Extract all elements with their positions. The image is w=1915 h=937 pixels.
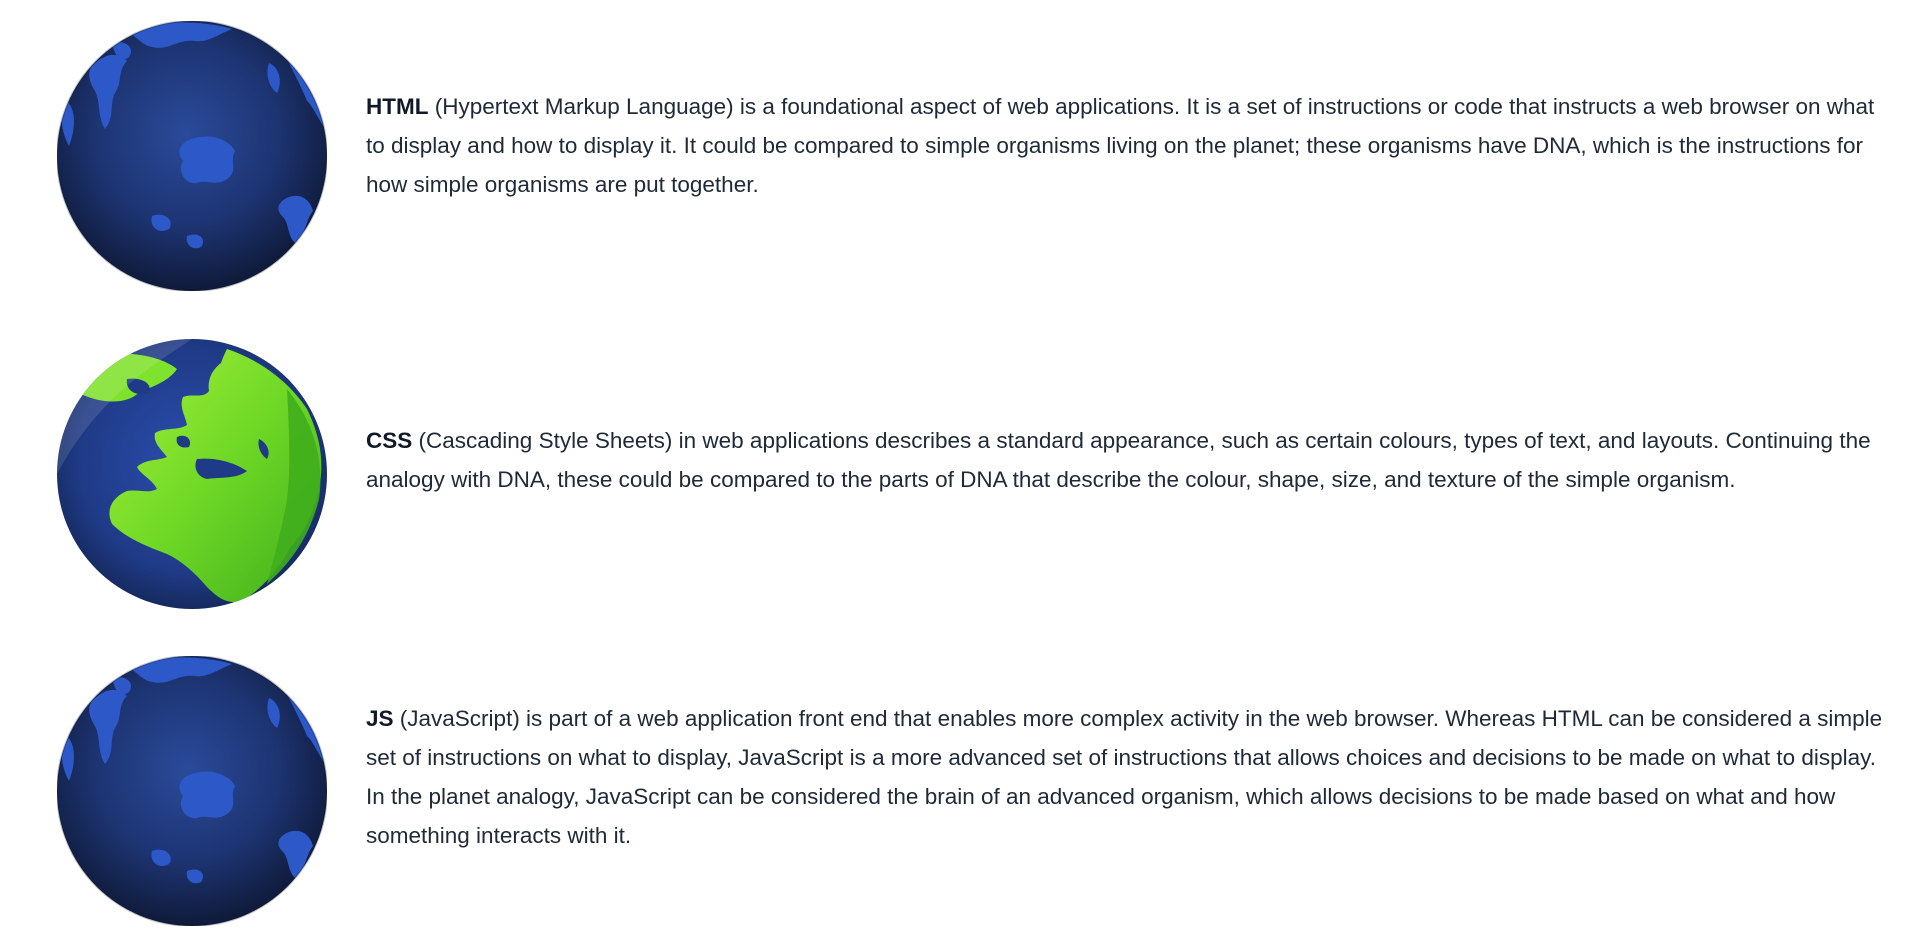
green-earth-globe-icon <box>57 339 327 609</box>
html-section <box>0 21 1915 291</box>
css-description-text: (Cascading Style Sheets) in web applications describes a standard appearance, such as certain colours, types of text, and layouts. Continuing the analogy with DNA, these could be compared to the parts of DNA that describe the colour, shape, size, and texture of the simple organism. <box>366 428 1871 492</box>
css-term: CSS <box>366 428 413 453</box>
dark-globe-icon <box>57 656 327 926</box>
dark-globe-icon <box>57 21 327 291</box>
html-term: HTML <box>366 94 429 119</box>
js-section <box>0 656 1915 926</box>
css-description <box>366 421 1892 499</box>
js-term: JS <box>366 706 394 731</box>
html-description <box>366 87 1892 204</box>
css-section <box>0 339 1915 609</box>
js-description-text: (JavaScript) is part of a web application front end that enables more complex activity in the web browser. Whereas HTML can be considered a simple set of instructions on what to display, JavaScript is a more advanced set of instructions that allows choices and decisions to be made on what to display. In the planet analogy, JavaScript can be considered the brain of an advanced organism, which allows decisions to be made based on what and how something interacts with it. <box>366 706 1883 848</box>
js-description <box>366 699 1892 855</box>
html-description-text: (Hypertext Markup Language) is a foundational aspect of web applications. It is a set of instructions or code that instructs a web browser on what to display and how to display it. It could be compared to simple organisms living on the planet; these organisms have DNA, which is the instructions for how simple organisms are put together. <box>366 94 1875 197</box>
